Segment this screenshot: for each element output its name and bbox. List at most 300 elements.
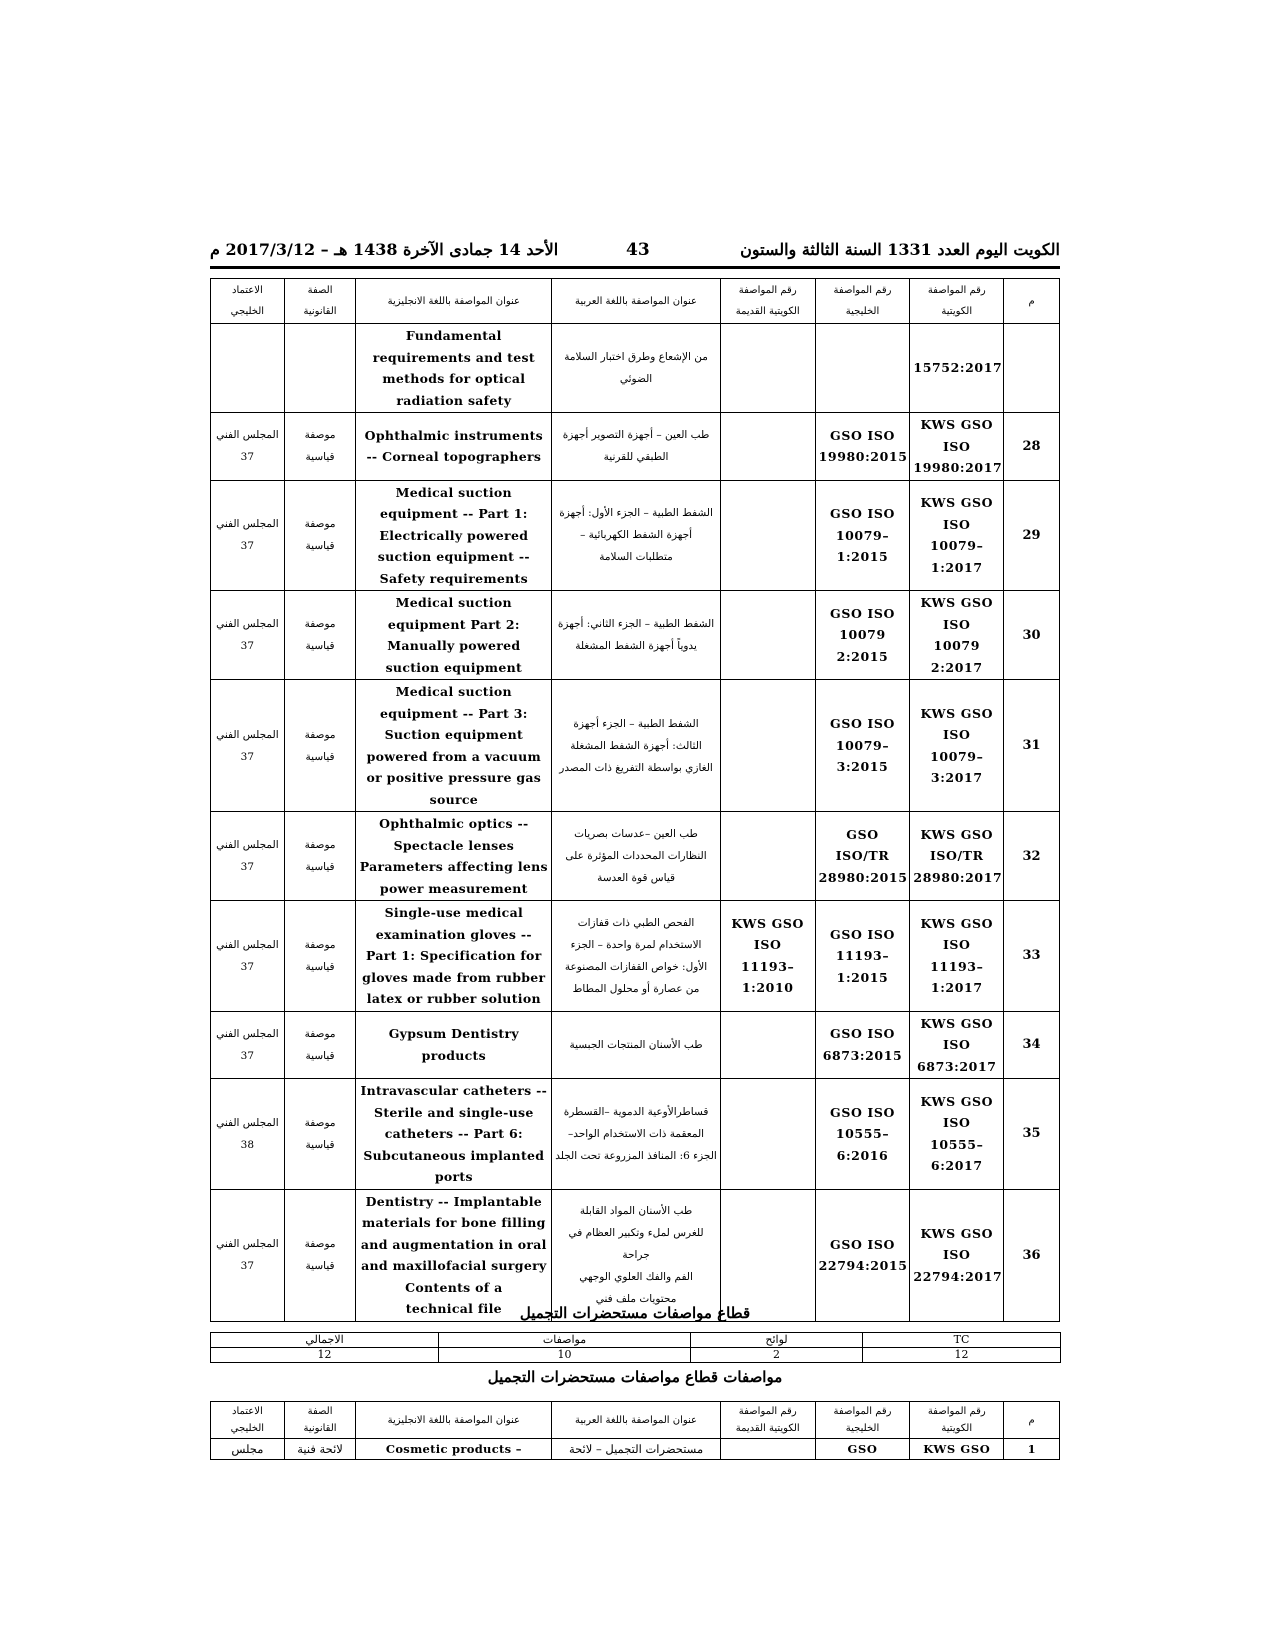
cell-line: 1:2015 — [836, 549, 889, 564]
cell-line: Parameters affecting lens — [359, 859, 548, 874]
cell-line: قياسية — [305, 540, 335, 553]
cell-gulf-number — [815, 1189, 910, 1321]
col-legal-status: الصفة القانونية — [284, 1402, 356, 1439]
cell-line: KWS GSO — [920, 915, 994, 931]
cell-gulf-number: GSO — [815, 1439, 910, 1460]
cell-serial: 32 — [1004, 812, 1060, 901]
cell-line: موصفة — [304, 938, 336, 951]
cell-serial: 29 — [1004, 480, 1060, 591]
cell-gulf-adoption — [211, 1011, 285, 1079]
col-arabic-title: عنوان المواصفة باللغة العربية — [552, 1402, 721, 1439]
cell-line: قياس قوة العدسة — [597, 872, 676, 884]
cell-line: and maxillofacial surgery — [361, 1258, 547, 1273]
col-legal-status: الصفة القانونية — [284, 279, 356, 324]
cell-kuwaiti-number — [910, 1011, 1004, 1079]
cell-line: -- Corneal topographers — [366, 449, 542, 465]
cell-line: Contents of a — [405, 1279, 503, 1295]
cell-old-kuwaiti-number — [720, 591, 815, 680]
cell-line: المعقمة ذات الاستخدام الواحد– — [568, 1127, 705, 1140]
col-gulf-adoption: الاعتماد الخليجي — [211, 279, 285, 324]
cell-line: ISO — [942, 937, 971, 953]
cell-line: قياسية — [305, 1049, 335, 1062]
cell-line: GSO ISO — [830, 605, 895, 621]
cell-line: KWS GSO — [920, 1015, 994, 1031]
cell-arabic-title — [552, 1079, 721, 1190]
col-kuwaiti-number: رقم المواصفة الكويتية — [910, 1402, 1004, 1439]
cell-gulf-number — [815, 901, 910, 1012]
cell-line: الشفط الطبية – الجزء الثاني: أجهزة — [557, 618, 715, 630]
cell-line: الفم والفك العلوي الوجهي — [579, 1271, 693, 1283]
cell-gulf-number — [815, 812, 910, 901]
cell-line: 2:2017 — [930, 659, 983, 675]
col-arabic-title: عنوان المواصفة باللغة العربية — [552, 279, 721, 324]
cell-english-title — [356, 480, 552, 591]
cell-serial: 1 — [1004, 1439, 1060, 1460]
cell-line: 3:2017 — [930, 770, 983, 785]
cell-line: Part 1: Specification for — [366, 948, 542, 963]
col-english-title: عنوان المواصفة باللغة الانجليزية — [356, 1402, 552, 1439]
cell-gulf-adoption — [211, 901, 285, 1012]
cell-english-title — [356, 413, 552, 481]
cell-line: قياسية — [305, 861, 335, 873]
cell-line: or positive pressure gas — [366, 770, 542, 785]
section-title-cosmetics-standards: مواصفات قطاع مواصفات مستحضرات التجميل — [487, 1368, 783, 1386]
cell-line: Suction equipment — [384, 727, 524, 742]
cell-gulf-number — [815, 680, 910, 812]
cell-line: Dentistry -- Implantable — [365, 1193, 543, 1209]
cell-line: النظارات المحددات المؤثرة على — [565, 850, 707, 862]
cell-english-title — [356, 1011, 552, 1079]
cell-arabic-title — [552, 680, 721, 812]
header-issue: الكويت اليوم العدد 1331 السنة الثالثة والستون — [740, 240, 1060, 259]
cell-line: Ophthalmic optics -- — [379, 816, 529, 831]
cell-line: 1:2017 — [930, 559, 983, 575]
section-title-cosmetics: قطاع مواصفات مستحضرات التجميل — [519, 1304, 751, 1322]
cell-old-kuwaiti-number — [720, 413, 815, 481]
page-number: 43 — [626, 240, 650, 260]
cell-line: الفحص الطبي ذات قفازات — [577, 916, 695, 929]
cell-line: 11193– — [835, 948, 890, 963]
cell-legal-status — [284, 901, 356, 1012]
cell-line: Spectacle lenses — [393, 837, 515, 853]
cell-line: ISO — [942, 727, 971, 742]
cell-serial: 36 — [1004, 1189, 1060, 1321]
cell-line: قياسية — [305, 1260, 335, 1272]
cell-line: 11193– — [930, 958, 984, 974]
cell-old-kuwaiti-number — [720, 901, 815, 1012]
cell-line: 10079– — [835, 527, 890, 543]
cell-line: 6873:2017 — [916, 1058, 997, 1074]
summary-header-row — [211, 1333, 1061, 1348]
cell-arabic-title — [552, 1011, 721, 1079]
cell-line: ISO — [942, 1115, 971, 1131]
cell-line: أجهزة الشفط الكهربائية – — [580, 529, 693, 542]
summary-value-row — [211, 1348, 1061, 1363]
cell-gulf-number — [815, 1011, 910, 1079]
cell-line: requirements and test — [372, 349, 535, 365]
cell-line: GSO ISO — [830, 926, 895, 942]
cell-line: الثالث: أجهزة الشفط المشغلة — [570, 739, 702, 752]
table-header-row — [211, 279, 1060, 324]
cell-line: طب الأسنان المنتجات الجبسية — [569, 1038, 703, 1051]
col-english-title: عنوان المواصفة باللغة الانجليزية — [356, 279, 552, 324]
cell-line: يدوياً أجهزة الشفط المشغلة — [575, 640, 697, 652]
cell-serial: 35 — [1004, 1079, 1060, 1190]
cell-line: الشفط الطبية – الجزء أجهزة — [573, 717, 699, 730]
cell-legal-status — [284, 812, 356, 901]
cell-english-title — [356, 680, 552, 812]
table-row — [211, 591, 1060, 680]
cell-line: 10079– — [930, 748, 984, 764]
cell-line: ISO — [942, 1037, 971, 1052]
cell-line: 1:2010 — [741, 980, 794, 996]
cell-line: equipment Part 2: — [387, 616, 520, 632]
cell-line: قساطرالأوعية الدموية –القسطرة — [563, 1105, 709, 1118]
cell-line: الاستخدام لمرة واحدة – الجزء — [570, 938, 702, 951]
cell-legal-status — [284, 591, 356, 680]
cell-line: المجلس الفني — [216, 938, 279, 951]
cell-line: 37 — [240, 1260, 255, 1272]
cell-line: Electrically powered — [379, 527, 529, 543]
table-row — [211, 1439, 1060, 1460]
summary-tc-header: TC — [863, 1333, 1061, 1348]
cell-line: من عصارة أو محلول المطاط — [572, 982, 700, 995]
cell-kuwaiti-number — [910, 591, 1004, 680]
cell-arabic-title — [552, 413, 721, 481]
cell-old-kuwaiti-number — [720, 1189, 815, 1321]
cell-line: طب الأسنان المواد القابلة — [579, 1205, 693, 1217]
cell-line: للغرس لملء وتكبير العظام في جراحة — [568, 1227, 704, 1261]
cell-kuwaiti-number: KWS GSO — [910, 1439, 1004, 1460]
cell-line: المجلس الفني — [216, 1238, 279, 1250]
cell-english-title — [356, 901, 552, 1012]
cell-line: KWS GSO — [731, 915, 805, 931]
summary-regulations-value: 2 — [691, 1348, 863, 1363]
cell-gulf-number — [815, 1079, 910, 1190]
cell-line: الضوئي — [619, 373, 653, 385]
page-header — [210, 240, 1060, 264]
cell-line: 37 — [240, 960, 255, 973]
cell-line: equipment -- Part 3: — [380, 705, 528, 721]
cosmetics-standards-table — [210, 1401, 1060, 1460]
cell-line: من الإشعاع وطرق اختبار السلامة — [564, 351, 708, 363]
cell-line: equipment -- Part 1: — [380, 506, 528, 521]
cell-kuwaiti-number — [910, 901, 1004, 1012]
summary-total-header: الاجمالي — [211, 1333, 439, 1348]
cell-line: ISO — [942, 1247, 971, 1263]
col-serial: م — [1004, 1402, 1060, 1439]
cell-line: source — [429, 791, 479, 807]
cell-legal-status — [284, 680, 356, 812]
cell-line: 10079– — [930, 538, 984, 554]
cell-gulf-number — [815, 480, 910, 591]
summary-table — [210, 1332, 1061, 1363]
cell-line: المجلس الفني — [216, 1116, 279, 1129]
cell-english-title — [356, 324, 552, 413]
cell-line: 28980:2015 — [818, 869, 908, 885]
cell-legal-status — [284, 1079, 356, 1190]
cell-line: radiation safety — [396, 392, 512, 408]
cell-line: المجلس الفني — [216, 429, 279, 442]
cell-line: KWS GSO — [920, 1093, 994, 1109]
cell-line: 38 — [240, 1138, 255, 1151]
cell-line: 10079 — [839, 627, 886, 643]
cell-line: المجلس الفني — [216, 728, 279, 741]
cell-line: 6:2017 — [930, 1158, 983, 1174]
cell-gulf-adoption — [211, 812, 285, 901]
standards-table — [210, 278, 1060, 1322]
cell-line: GSO ISO — [830, 427, 895, 443]
cell-line: 6:2016 — [836, 1147, 889, 1163]
cell-line: 3:2015 — [836, 759, 889, 775]
cell-kuwaiti-number — [910, 680, 1004, 812]
cell-line: قياسية — [305, 750, 335, 763]
cell-line: ISO — [942, 516, 971, 532]
cell-kuwaiti-number — [910, 1079, 1004, 1190]
cell-line: الغازي بواسطة التفريغ ذات المصدر — [559, 761, 713, 774]
cell-line: موصفة — [304, 1238, 336, 1250]
cell-english-title — [356, 1079, 552, 1190]
cell-line: موصفة — [304, 728, 336, 741]
cell-line: 1:2015 — [836, 969, 889, 985]
col-gulf-number: رقم المواصفة الخليجية — [815, 279, 910, 324]
cell-line: موصفة — [304, 429, 336, 442]
table-row — [211, 812, 1060, 901]
cell-gulf-adoption — [211, 680, 285, 812]
cell-line: technical file — [405, 1301, 502, 1316]
cell-gulf-adoption — [211, 1189, 285, 1321]
summary-standards-header: مواصفات — [439, 1333, 691, 1348]
cell-line: المجلس الفني — [216, 839, 279, 851]
cell-line: 6873:2015 — [822, 1047, 903, 1063]
cell-gulf-adoption — [211, 324, 285, 413]
cell-line: ISO — [942, 616, 971, 632]
cell-english-title — [356, 812, 552, 901]
cell-arabic-title — [552, 591, 721, 680]
cell-line: قياسية — [305, 1138, 335, 1151]
cell-line: ISO/TR — [929, 848, 984, 864]
cell-line: قياسية — [305, 640, 335, 652]
header-date: الأحد 14 جمادى الآخرة 1438 هـ – 2017/3/12 م — [210, 240, 559, 259]
cell-line: Gypsum Dentistry — [388, 1026, 519, 1042]
cell-gulf-adoption — [211, 1079, 285, 1190]
cell-serial: 34 — [1004, 1011, 1060, 1079]
cell-english-title — [356, 1189, 552, 1321]
cell-kuwaiti-number — [910, 812, 1004, 901]
cell-gulf-number — [815, 591, 910, 680]
cell-line: قياسية — [305, 960, 335, 973]
cell-line: المجلس الفني — [216, 1027, 279, 1040]
cell-legal-status — [284, 413, 356, 481]
cell-old-kuwaiti-number — [720, 812, 815, 901]
cell-line: 10079– — [835, 737, 890, 753]
cell-line: 19980:2017 — [913, 460, 1003, 475]
cell-arabic-title — [552, 901, 721, 1012]
cell-old-kuwaiti-number — [720, 1011, 815, 1079]
summary-standards-value: 10 — [439, 1348, 691, 1363]
cell-line: Single-use medical — [384, 905, 524, 920]
cell-line: GSO ISO — [830, 1104, 895, 1120]
cell-line: Fundamental — [405, 328, 502, 343]
cell-legal-status: لائحة فنية — [284, 1439, 356, 1460]
cell-line: طب العين – أجهزة التصوير أجهزة — [562, 429, 710, 442]
cell-arabic-title — [552, 480, 721, 591]
cell-line: Safety requirements — [379, 570, 528, 586]
summary-tc-value: 12 — [863, 1348, 1061, 1363]
cell-line: محتويات ملف فني — [595, 1293, 677, 1305]
cell-line: 37 — [240, 750, 255, 763]
cell-line: طب العين –عدسات بصريات — [574, 828, 698, 840]
cell-arabic-title — [552, 324, 721, 413]
cell-legal-status — [284, 480, 356, 591]
cell-kuwaiti-number — [910, 480, 1004, 591]
cell-line: قياسية — [305, 451, 335, 464]
cell-line: Intravascular catheters -- — [360, 1083, 548, 1098]
cell-serial: 30 — [1004, 591, 1060, 680]
cell-line: 10079 — [933, 638, 981, 653]
cell-line: GSO ISO — [830, 716, 895, 732]
cell-serial — [1004, 324, 1060, 413]
cell-line: 11193– — [741, 958, 795, 974]
col-serial: م — [1004, 279, 1060, 324]
cell-line: ports — [434, 1169, 473, 1184]
cell-line: powered from a vacuum — [366, 748, 542, 764]
cell-line: KWS GSO — [920, 705, 994, 721]
cell-line: المجلس الفني — [216, 518, 279, 531]
cell-line: Subcutaneous implanted — [363, 1147, 545, 1163]
cell-line: موصفة — [304, 1027, 336, 1040]
cell-line: الشفط الطبية – الجزء الأول: أجهزة — [559, 507, 713, 520]
col-kuwaiti-number: رقم المواصفة الكويتية — [910, 279, 1004, 324]
cell-line: 1:2017 — [930, 980, 983, 996]
cell-gulf-adoption — [211, 591, 285, 680]
cell-line: power measurement — [379, 880, 528, 896]
cell-line: متطلبات السلامة — [599, 551, 673, 564]
summary-regulations-header: لوائح — [691, 1333, 863, 1348]
cell-english-title: Cosmetic products – — [356, 1439, 552, 1460]
cell-line: 15752:2017 — [913, 360, 1003, 376]
header-rule — [210, 266, 1060, 269]
cell-line: موصفة — [304, 1116, 336, 1129]
cell-line: GSO ISO — [830, 1236, 895, 1252]
cell-line: موصفة — [304, 518, 336, 531]
cell-line: KWS GSO — [920, 1225, 994, 1241]
cell-line: المجلس الفني — [216, 618, 279, 630]
cell-line: 10555– — [835, 1126, 890, 1141]
cell-line: ISO — [753, 937, 782, 953]
cell-line: Medical suction — [395, 684, 512, 699]
cell-line: suction equipment -- — [377, 549, 530, 564]
cell-line: suction equipment — [385, 659, 523, 675]
cell-gulf-number — [815, 324, 910, 413]
cell-line: examination gloves -- — [375, 926, 532, 942]
cell-serial: 28 — [1004, 413, 1060, 481]
cell-arabic-title: مستحضرات التجميل – لائحة — [552, 1439, 721, 1460]
col-gulf-adoption: الاعتماد الخليجي — [211, 1402, 285, 1439]
cell-line: الجزء 6: المنافذ المزروعة تحت الجلد — [555, 1149, 717, 1162]
cell-line: 37 — [240, 540, 255, 553]
cell-line: Medical suction — [395, 484, 512, 500]
table-row — [211, 901, 1060, 1012]
cell-line: KWS GSO — [920, 595, 994, 610]
cell-legal-status — [284, 1189, 356, 1321]
cell-line: موصفة — [304, 618, 336, 630]
table-header-row — [211, 1402, 1060, 1439]
table-row — [211, 413, 1060, 481]
cell-line: KWS GSO — [920, 826, 994, 842]
cell-line: 22794:2015 — [818, 1258, 908, 1273]
cell-gulf-adoption: مجلس — [211, 1439, 285, 1460]
cell-line: 28980:2017 — [913, 869, 1003, 885]
cell-line: materials for bone filling — [361, 1215, 546, 1230]
cell-line: gloves made from rubber — [362, 969, 546, 985]
table-row — [211, 1189, 1060, 1321]
cell-legal-status — [284, 324, 356, 413]
cell-kuwaiti-number — [910, 1189, 1004, 1321]
cell-serial: 33 — [1004, 901, 1060, 1012]
cell-gulf-adoption — [211, 480, 285, 591]
cell-gulf-adoption — [211, 413, 285, 481]
cell-kuwaiti-number — [910, 413, 1004, 481]
cell-line: Sterile and single-use — [374, 1104, 534, 1120]
table-row — [211, 1011, 1060, 1079]
cell-line: and augmentation in oral — [360, 1236, 547, 1252]
cell-line: products — [421, 1047, 486, 1063]
cell-line: 10555– — [930, 1136, 984, 1152]
cell-old-kuwaiti-number — [720, 1079, 815, 1190]
cell-line: Medical suction — [395, 595, 512, 610]
cell-line: 37 — [240, 861, 255, 873]
cell-line: methods for optical — [382, 371, 526, 386]
table-row — [211, 324, 1060, 413]
cell-english-title — [356, 591, 552, 680]
cell-line: ISO/TR — [835, 848, 890, 864]
cell-line: 22794:2017 — [913, 1268, 1003, 1284]
cell-line: GSO — [846, 826, 879, 842]
cell-line: 37 — [240, 1049, 255, 1062]
cell-line: KWS GSO — [920, 417, 994, 432]
cell-old-kuwaiti-number — [720, 1439, 815, 1460]
table-row — [211, 680, 1060, 812]
table-row — [211, 480, 1060, 591]
cell-line: KWS GSO — [920, 495, 994, 511]
cell-line: ISO — [942, 438, 971, 454]
cell-line: 37 — [240, 640, 255, 652]
col-old-kuwaiti-number: رقم المواصفة الكويتية القديمة — [720, 1402, 815, 1439]
cell-line: GSO ISO — [830, 506, 895, 521]
cell-gulf-number — [815, 413, 910, 481]
cell-arabic-title — [552, 1189, 721, 1321]
cell-serial: 31 — [1004, 680, 1060, 812]
col-gulf-number: رقم المواصفة الخليجية — [815, 1402, 910, 1439]
cell-line: 19980:2015 — [818, 449, 908, 465]
cell-line: catheters -- Part 6: — [384, 1126, 523, 1141]
cell-old-kuwaiti-number — [720, 480, 815, 591]
cell-old-kuwaiti-number — [720, 324, 815, 413]
cell-line: موصفة — [304, 839, 336, 851]
summary-total-value: 12 — [211, 1348, 439, 1363]
cell-line: 2:2015 — [836, 648, 889, 664]
cell-line: الأول: خواص القفازات المصنوعة — [564, 960, 708, 973]
cell-line: Manually powered — [387, 638, 521, 653]
table-row — [211, 1079, 1060, 1190]
cell-legal-status — [284, 1011, 356, 1079]
cell-line: latex or rubber solution — [366, 991, 541, 1006]
cell-line: الطبقي للقرنية — [603, 451, 669, 464]
cell-line: 37 — [240, 451, 255, 464]
cell-kuwaiti-number — [910, 324, 1004, 413]
cell-arabic-title — [552, 812, 721, 901]
